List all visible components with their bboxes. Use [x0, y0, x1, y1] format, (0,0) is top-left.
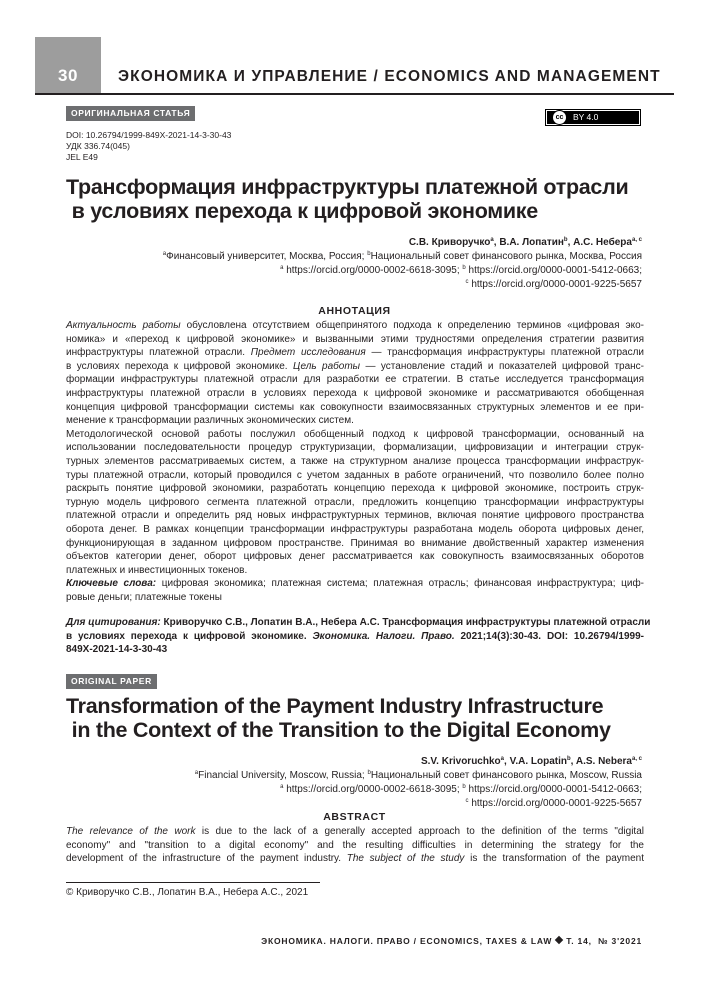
abstract-line: платежных и инвестиционных токенов. [66, 564, 248, 576]
abstract-em: Цель работы [293, 360, 361, 372]
author-sup: b [566, 756, 571, 762]
abstract-line: турных элементов рассматриваемых систем, а также на структурном анализе процесса трансформации инфраструк- [66, 455, 644, 467]
abstract-en [66, 825, 644, 866]
authors-en: S.V. Krivoruchko$^a$, V.A. Lopatin$^b$, A.S. Nebera$^{a, c}$ [420, 756, 642, 767]
affiliation-b: Национальный совет финансового рынка, Москва, Россия [370, 251, 642, 262]
page-footer [261, 936, 642, 946]
abstract-line: инфраструктуры платежной отрасли. Предмет исследования — трансформация инфраструктуры платежной отрасли [66, 347, 645, 359]
author-sup: b [563, 237, 568, 243]
orcid-en-line [280, 783, 642, 797]
orcid-sup: a [280, 265, 284, 271]
title-ru-line-1: Трансформация инфраструктуры платежной отрасли [66, 175, 629, 199]
abstract-line: концепция цифровой трансформации системы как совокупности взаимосвязанных структурных элементов и ее при- [66, 401, 644, 413]
affiliation-b: Национальный совет финансового рынка, Moscow, Russia [370, 770, 642, 781]
orcid-ru-line [280, 264, 642, 278]
orcid-sup: c [465, 279, 469, 285]
citation-line: Для цитирования: Криворучко С.В., Лопатин В.А., Небера А.С. Трансформация инфраструктуры платежной отрасли [66, 617, 651, 628]
affiliation-a: Financial University, Moscow, Russia; [198, 770, 365, 781]
title-en-line-2: in the Context of the Transition to the Digital Economy [66, 718, 611, 742]
affiliation-a: Финансовый университет, Москва, Россия; [166, 251, 365, 262]
abstract-line: функционирующая в заданном цифровом пространстве. Принимая во внимание двойственный характер изменения [66, 537, 644, 549]
orcid-link-c[interactable]: https://orcid.org/0000-0001-9225-5657 [471, 798, 642, 809]
running-head: ЭКОНОМИКА И УПРАВЛЕНИЕ / ECONOMICS AND MANAGEMENT [118, 68, 661, 85]
footer-issue: Т. 14, № 3'2021 [566, 936, 642, 946]
abstract-em: The relevance of the work [66, 826, 196, 837]
keywords-line: Ключевые слова: цифровая экономика; платежная система; платежная отрасль; финансовая инфраструктура; циф- [66, 578, 644, 590]
orcid-sup: b [462, 784, 466, 790]
affiliations-en [195, 769, 642, 783]
abstract-line: development of the infrastructure of the payment industry. The subject of the study is the transformation of the payment [66, 853, 645, 865]
abstract-line: раскрыть понятие цифровой экономики, разработать концепцию перехода к цифровой экономике, построить струк- [66, 483, 644, 495]
keywords-line: ровые деньги; платежные токены [66, 591, 222, 603]
authors-ru: С.В. Криворучко$^a$, В.А. Лопатин$^b$, А.С. Небера$^{a, c}$ [408, 237, 642, 248]
footer-journal: ЭКОНОМИКА. НАЛОГИ. ПРАВО / ECONOMICS, TAXES & LAW [261, 936, 553, 946]
title-en-line-1: Transformation of the Payment Industry Infrastructure [66, 694, 604, 718]
abstract-line: менение к трансформации различных экономических систем. [66, 415, 354, 427]
affil-sup: b [367, 770, 371, 776]
abstract-em: Предмет исследования [250, 347, 366, 359]
abstract-em: The subject of the study [346, 853, 465, 865]
header-rule [35, 93, 674, 95]
abstract-heading-ru: АННОТАЦИЯ [318, 305, 391, 317]
affil-sup: a [194, 770, 199, 776]
author-name: А.С. Небера [573, 237, 632, 248]
article-type-badge: ОРИГИНАЛЬНАЯ СТАТЬЯ [66, 106, 195, 121]
udk: УДК 336.74(045) [66, 141, 130, 151]
abstract-ru [66, 319, 644, 604]
page-number: 30 [58, 66, 78, 85]
abstract-line: платежной отрасли и определить ряд новых инфраструктурных терминов, включая понятие цифрового пространства [66, 510, 644, 522]
abstract-line: турную модель цифрового сегмента платежной отрасли, предложить концепцию трансформации инфраструктуры [66, 496, 644, 508]
author-name: В.А. Лопатин [499, 237, 564, 248]
author-sup: a, c [631, 237, 642, 243]
orcid-link-a[interactable]: https://orcid.org/0000-0002-6618-3095; [286, 265, 460, 276]
affil-sup: a [162, 251, 167, 257]
citation-line: 849X-2021-14-3-30-43 [66, 644, 168, 656]
orcid-en-line-2 [466, 797, 642, 811]
author-sup: a [500, 756, 504, 762]
copyright-footnote: © Криворучко С.В., Лопатин В.А., Небера А.С., 2021 [66, 887, 309, 898]
abstract-em: Актуальность работы [66, 320, 181, 331]
orcid-link-b[interactable]: https://orcid.org/0000-0001-5412-0663; [468, 784, 642, 795]
abstract-heading-en: ABSTRACT [323, 811, 386, 823]
diamond-icon [555, 936, 563, 944]
keywords-label: Ключевые слова: [66, 578, 157, 590]
cc-icon: cc [552, 110, 567, 125]
author-name: V.A. Lopatin [509, 756, 567, 767]
author-name: S.V. Krivoruchko [420, 756, 501, 767]
abstract-line: Актуальность работы обусловлена отсутствием общепринятого подхода к определению терминов «цифровая эко- [66, 320, 644, 331]
orcid-link-b[interactable]: https://orcid.org/0000-0001-5412-0663; [468, 265, 642, 276]
license-badge[interactable] [545, 109, 641, 126]
jel: JEL E49 [66, 152, 98, 162]
author-name: С.В. Криворучко [408, 237, 491, 248]
article-type-badge-en: ORIGINAL PAPER [66, 674, 157, 689]
doi[interactable]: DOI: 10.26794/1999-849X-2021-14-3-30-43 [66, 130, 232, 140]
author-name: A.S. Nebera [575, 756, 632, 767]
abstract-line: Методологической основой работы послужил обобщенный подход к цифровой трансформации, основанный на [66, 428, 644, 440]
author-sup: a, c [631, 756, 642, 762]
citation-journal: Экономика. Налоги. Право. [312, 630, 455, 642]
license-text: BY 4.0 [573, 112, 599, 122]
abstract-line: номика» и «переход к цифровой экономике» и вызванными этими трудностями определения стратегии развития [66, 333, 644, 345]
abstract-line: оборота денег. В рамках концепции трансформации инфраструктуры разработана модель оборота цифровых денег, [66, 523, 644, 535]
orcid-sup: c [465, 798, 469, 804]
affiliations-ru [163, 250, 642, 264]
abstract-line: в условиях перехода к цифровой экономике. Цель работы — установление стадий и показателей цифровой транс- [66, 360, 644, 372]
abstract-line: инфраструктуры платежной отрасли в условиях перехода к цифровой экономике и рассматриваются обобщенная [66, 387, 644, 399]
title-ru-line-2: в условиях перехода к цифровой экономике [66, 199, 538, 223]
footnote-rule [66, 882, 320, 883]
citation-ru [66, 616, 651, 657]
abstract-line: использовании последовательности процедур структуризации, формализации, цифровизации и интеграции струк- [66, 442, 644, 454]
affil-sup: b [367, 251, 371, 257]
abstract-line: формации инфраструктуры платежной отрасли для разработки ее стратегии. В статье исследуется трансформация [66, 374, 644, 386]
orcid-sup: a [280, 784, 284, 790]
citation-line: в условиях перехода к цифровой экономике. Экономика. Налоги. Право. 2021;14(3):30-43. DOI: 10.26794/1999- [66, 630, 644, 642]
abstract-line: туры платежной отрасли, который проводился с учетом заданных в работе ограничений, что позволило более полно [66, 469, 644, 481]
abstract-line: economy" and "transition to a digital economy" and the resulting difficulties in determining the strategy for the [66, 839, 644, 851]
orcid-link-a[interactable]: https://orcid.org/0000-0002-6618-3095; [286, 784, 460, 795]
author-sup: a [490, 237, 494, 243]
orcid-sup: b [462, 265, 466, 271]
citation-label: Для цитирования: [66, 617, 161, 628]
abstract-line: The relevance of the work is due to the lack of a generally accepted approach to the definition of the terms "digital [66, 826, 644, 837]
orcid-link-c[interactable]: https://orcid.org/0000-0001-9225-5657 [471, 279, 642, 290]
orcid-ru-line-2 [466, 278, 642, 292]
abstract-line: объектов категории денег, оборот цифровых денег рассматривается как совокупность взаимосвязанных оборотов [66, 551, 644, 563]
